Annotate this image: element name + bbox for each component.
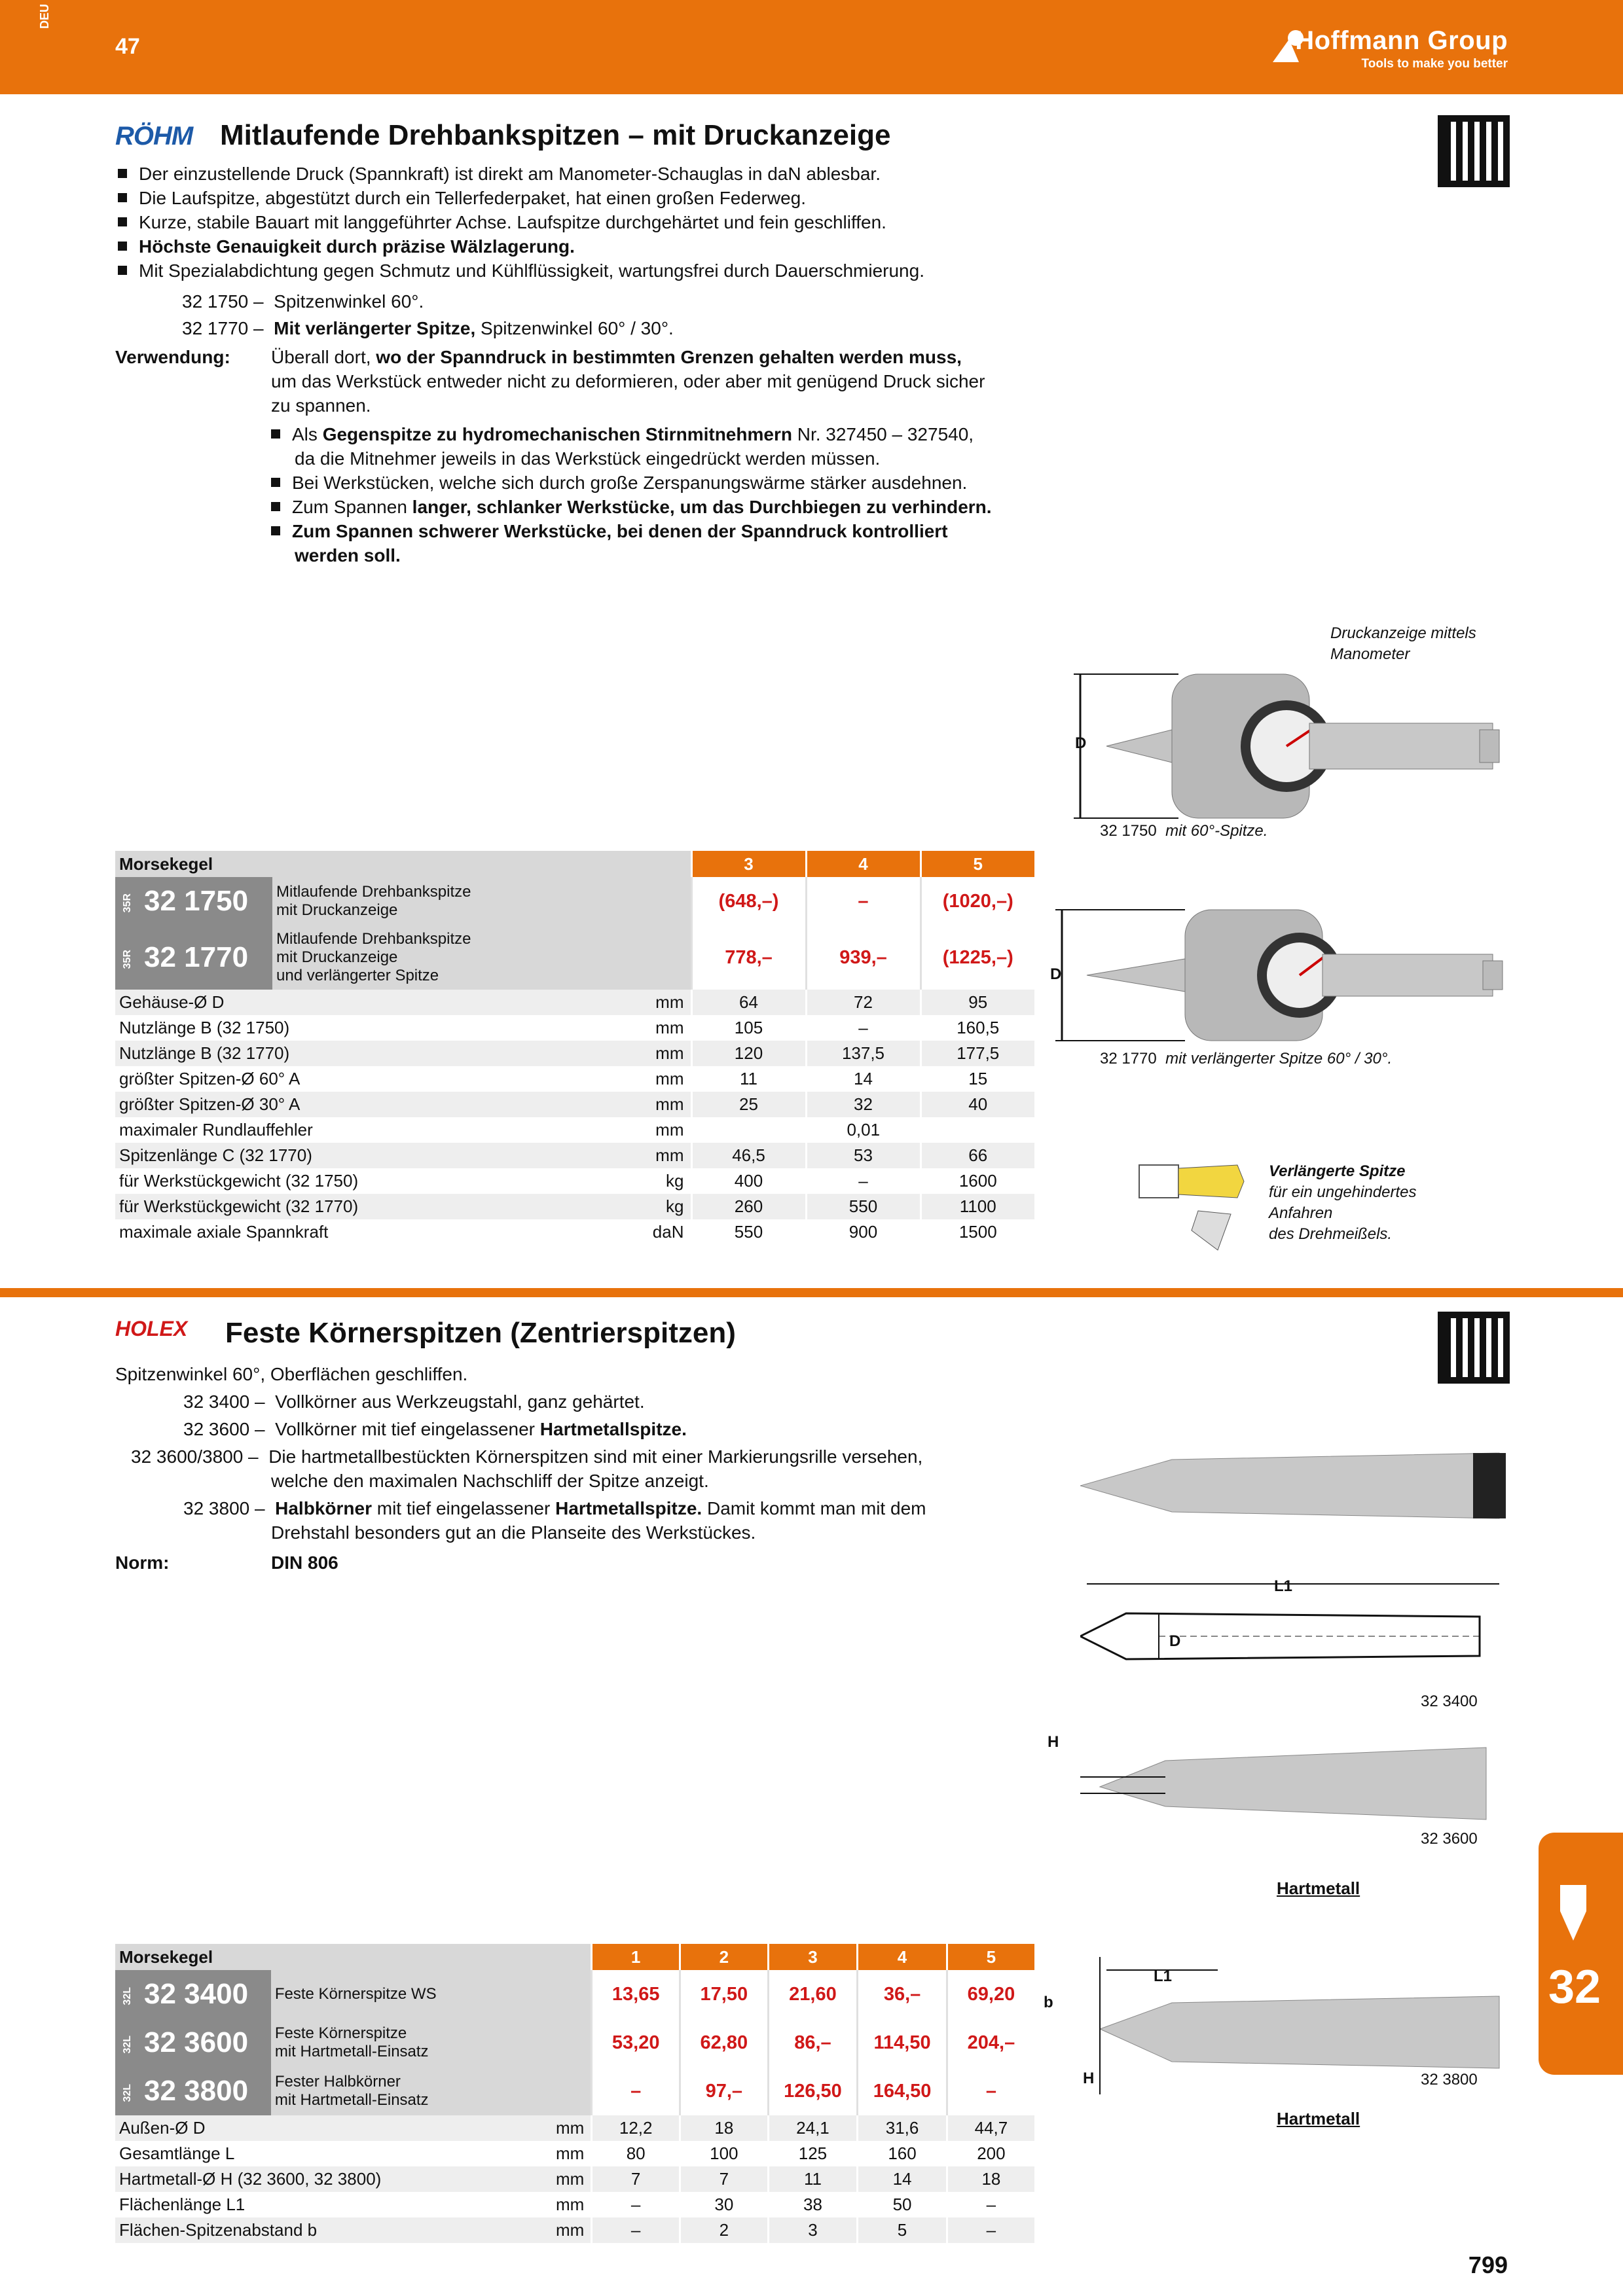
hartmetall-label: Hartmetall	[1277, 2109, 1360, 2128]
chapter-number: 32	[1548, 1961, 1601, 2013]
article-number[interactable]: 35R 32 1770	[115, 925, 272, 990]
price[interactable]: –	[806, 877, 921, 925]
section-divider	[0, 1288, 1623, 1297]
price[interactable]: 13,65	[592, 1970, 680, 2018]
manometer-note: Druckanzeige mittels Manometer	[1330, 624, 1476, 663]
price[interactable]: 164,50	[858, 2067, 947, 2115]
qr-code-2[interactable]	[1438, 1312, 1510, 1384]
brand-name: Hoffmann Group	[1295, 26, 1508, 55]
article-description: Mitlaufende Drehbankspitze mit Druckanzeige und verlängerter Spitze	[272, 925, 691, 990]
qr-code-1[interactable]	[1438, 115, 1510, 187]
table-header-row	[115, 851, 1034, 877]
table-dead-centers	[115, 1944, 1034, 2243]
column-header: 4	[858, 1944, 947, 1970]
caption-321770: 32 1770 mit verlängerter Spitze 60° / 30°.	[1100, 1050, 1393, 1067]
article-row[interactable]	[115, 2067, 1034, 2115]
variant-line: 32 3800 – Halbkörner mit tief eingelassener Hartmetallspitze. Damit kommt man mit dem	[183, 1498, 926, 1518]
caption-323600: 32 3600	[1421, 1830, 1478, 1848]
column-header: 2	[680, 1944, 769, 1970]
page-number: 799	[1468, 2251, 1508, 2278]
catalog-page-number: 47	[115, 34, 140, 59]
usage-text: werden soll.	[295, 545, 401, 565]
price[interactable]: 114,50	[858, 2018, 947, 2067]
price[interactable]: –	[592, 2067, 680, 2115]
section1-bullet: Kurze, stabile Bauart mit langgeführter Achse. Laufspitze durchgehärtet und fein geschliffen.	[118, 212, 886, 233]
usage-bullet: Bei Werkstücken, welche sich durch große Zerspanungswärme stärker ausdehnen.	[271, 473, 967, 493]
dim-D-label: D	[1075, 734, 1087, 752]
table-row: Gesamtlänge L mm 80 100 125 160 200	[115, 2141, 1034, 2166]
usage-label: Verwendung:	[115, 347, 230, 367]
price[interactable]: (1225,–)	[921, 925, 1034, 990]
variant-line: 32 1770 – Mit verlängerter Spitze, Spitzenwinkel 60° / 30°.	[182, 318, 674, 338]
dim-D-label: D	[1050, 965, 1062, 983]
usage-bullet: Zum Spannen langer, schlanker Werkstücke, um das Durchbiegen zu verhindern.	[271, 497, 992, 518]
variant-line: welche den maximalen Nachschliff der Spitze anzeigt.	[271, 1471, 709, 1491]
column-header: 3	[768, 1944, 858, 1970]
price[interactable]: 69,20	[947, 1970, 1034, 2018]
table-row: maximaler Rundlauffehler mm 0,01	[115, 1117, 1034, 1143]
usage-text: zu spannen.	[271, 395, 371, 416]
article-description: Feste Körnerspitze mit Hartmetall-Einsatz	[271, 2018, 592, 2067]
table-row: Nutzlänge B (32 1770) mm 120 137,5 177,5	[115, 1041, 1034, 1066]
variant-line: 32 3600/3800 – Die hartmetallbestückten Körnerspitzen sind mit einer Markierungsrille versehen,	[131, 1446, 923, 1467]
table-row: größter Spitzen-Ø 60° A mm 11 14 15	[115, 1066, 1034, 1092]
table-header-row	[115, 1944, 1034, 1970]
caption-323400: 32 3400	[1421, 1693, 1478, 1710]
column-header: 3	[691, 851, 806, 877]
section1-title: Mitlaufende Drehbankspitzen – mit Druckanzeige	[220, 119, 891, 151]
variant-line: 32 1750 – Spitzenwinkel 60°.	[182, 291, 424, 312]
table-row: für Werkstückgewicht (32 1770) kg 260 550 1100	[115, 1194, 1034, 1219]
extended-tip-sketch	[1126, 1152, 1257, 1257]
brand-block	[1295, 26, 1508, 71]
price[interactable]: –	[947, 2067, 1034, 2115]
dim-H-label: H	[1083, 2070, 1095, 2087]
column-header: 4	[806, 851, 921, 877]
dim-L1-label: L1	[1274, 1577, 1293, 1595]
live-center-60-image	[1067, 668, 1525, 825]
section1-bullet: Der einzustellende Druck (Spannkraft) ist direkt am Manometer-Schauglas in daN ablesbar.	[118, 164, 881, 185]
article-description: Feste Körnerspitze WS	[271, 1970, 592, 2018]
price[interactable]: 97,–	[680, 2067, 769, 2115]
table-row: Nutzlänge B (32 1750) mm 105 – 160,5	[115, 1015, 1034, 1041]
caption-323800: 32 3800	[1421, 2071, 1478, 2089]
language-code: DEU	[38, 3, 51, 29]
price[interactable]: 86,–	[768, 2018, 858, 2067]
price[interactable]: 939,–	[806, 925, 921, 990]
table-row: maximale axiale Spannkraft daN 550 900 1500	[115, 1219, 1034, 1245]
table-row: Spitzenlänge C (32 1770) mm 46,5 53 66	[115, 1143, 1034, 1168]
article-number[interactable]: 32L 32 3600	[115, 2018, 271, 2067]
caption-321750: 32 1750 mit 60°-Spitze.	[1100, 822, 1268, 840]
table-row: Außen-Ø D mm 12,2 18 24,1 31,6 44,7	[115, 2115, 1034, 2141]
price[interactable]: 53,20	[592, 2018, 680, 2067]
table-row: für Werkstückgewicht (32 1750) kg 400 – 1600	[115, 1168, 1034, 1194]
dim-H-label: H	[1048, 1733, 1059, 1751]
section1-bullet: Mit Spezialabdichtung gegen Schmutz und Kühlflüssigkeit, wartungsfrei durch Dauerschmierung.	[118, 260, 924, 281]
table-row: größter Spitzen-Ø 30° A mm 25 32 40	[115, 1092, 1034, 1117]
price[interactable]: 62,80	[680, 2018, 769, 2067]
holex-logo: HOLEX	[115, 1317, 188, 1340]
section2-title: Feste Körnerspitzen (Zentrierspitzen)	[225, 1317, 736, 1349]
dead-center-drawings	[1080, 1440, 1525, 2147]
table-live-centers	[115, 851, 1034, 1245]
article-description: Mitlaufende Drehbankspitze mit Druckanzeige	[272, 877, 691, 925]
article-row[interactable]	[115, 925, 1034, 990]
article-row[interactable]	[115, 1970, 1034, 2018]
article-number[interactable]: 32L 32 3800	[115, 2067, 271, 2115]
price[interactable]: 126,50	[768, 2067, 858, 2115]
price[interactable]: (648,–)	[691, 877, 806, 925]
section1-bullet: Höchste Genauigkeit durch präzise Wälzlagerung.	[118, 236, 575, 257]
price[interactable]: 17,50	[680, 1970, 769, 2018]
column-header: 1	[592, 1944, 680, 1970]
article-description: Fester Halbkörner mit Hartmetall-Einsatz	[271, 2067, 592, 2115]
price[interactable]: 36,–	[858, 1970, 947, 2018]
usage-text: um das Werkstück entweder nicht zu deformieren, oder aber mit genügend Druck sicher	[271, 371, 985, 391]
variant-line: 32 3400 – Vollkörner aus Werkzeugstahl, ganz gehärtet.	[183, 1391, 645, 1412]
table-row: Hartmetall-Ø H (32 3600, 32 3800) mm 7 7 11 14 18	[115, 2166, 1034, 2192]
price[interactable]: (1020,–)	[921, 877, 1034, 925]
usage-text: Überall dort, wo der Spanndruck in bestimmten Grenzen gehalten werden muss,	[271, 347, 962, 367]
chapter-tab[interactable]	[1539, 1833, 1623, 2075]
table-row: Flächenlänge L1 mm – 30 38 50 –	[115, 2192, 1034, 2217]
column-header: 5	[921, 851, 1034, 877]
section2-intro: Spitzenwinkel 60°, Oberflächen geschliffen.	[115, 1364, 468, 1384]
article-number[interactable]: 35R 32 1750	[115, 877, 272, 925]
usage-bullet: Als Gegenspitze zu hydromechanischen Stirnmitnehmern Nr. 327450 – 327540,	[271, 424, 974, 445]
column-header-label: Morsekegel	[115, 1944, 592, 1970]
table-row: Flächen-Spitzenabstand b mm – 2 3 5 –	[115, 2217, 1034, 2243]
usage-text: da die Mitnehmer jeweils in das Werkstück eingedrückt werden müssen.	[295, 448, 881, 469]
variant-line: 32 3600 – Vollkörner mit tief eingelassener Hartmetallspitze.	[183, 1419, 687, 1439]
article-number[interactable]: 32L 32 3400	[115, 1970, 271, 2018]
article-row[interactable]	[115, 2018, 1034, 2067]
extended-tip-note: Verlängerte Spitze für ein ungehindertes Anfahren des Drehmeißels.	[1269, 1162, 1417, 1243]
hartmetall-label: Hartmetall	[1277, 1878, 1360, 1898]
price[interactable]: 21,60	[768, 1970, 858, 2018]
rohm-logo: RÖHM	[115, 122, 193, 151]
section1-bullet: Die Laufspitze, abgestützt durch ein Tellerfederpaket, hat einen großen Federweg.	[118, 188, 806, 209]
norm-value: DIN 806	[271, 1552, 338, 1573]
norm-label: Norm:	[115, 1552, 170, 1573]
dim-L1-label: L1	[1154, 1967, 1173, 1985]
column-header: 5	[947, 1944, 1034, 1970]
price[interactable]: 204,–	[947, 2018, 1034, 2067]
usage-bullet: Zum Spannen schwerer Werkstücke, bei denen der Spanndruck kontrolliert	[271, 521, 948, 542]
price[interactable]: 778,–	[691, 925, 806, 990]
dim-b-label: b	[1044, 1994, 1053, 2011]
variant-line: Drehstahl besonders gut an die Planseite des Werkstückes.	[271, 1522, 756, 1543]
dim-D-label: D	[1169, 1632, 1181, 1650]
table-row: Gehäuse-Ø D mm 64 72 95	[115, 990, 1034, 1015]
live-center-extended-image	[1054, 903, 1525, 1047]
column-header-label: Morsekegel	[115, 851, 691, 877]
article-row[interactable]	[115, 877, 1034, 925]
center-tool-icon	[1550, 1885, 1596, 1944]
brand-tagline: Tools to make you better	[1361, 57, 1508, 71]
